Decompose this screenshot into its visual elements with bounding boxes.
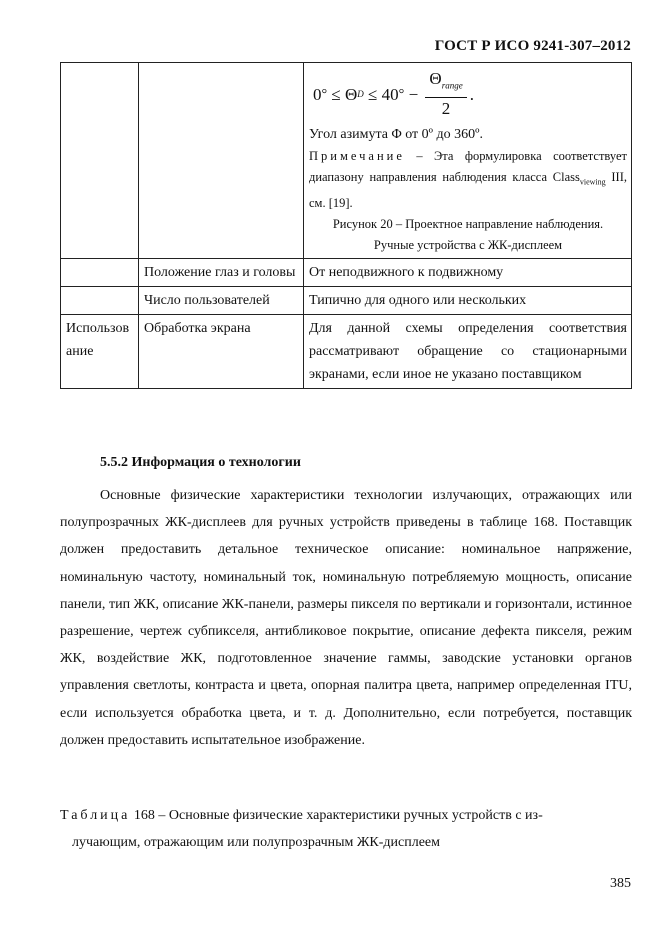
figure-caption-line-1: Рисунок 20 – Проектное направление наблюдения. xyxy=(332,216,604,231)
table-cell-param: Число пользователей xyxy=(139,286,304,314)
specification-table xyxy=(60,62,632,389)
table-cell-param: Обработка экрана xyxy=(139,314,304,388)
fraction-sub-range: range xyxy=(441,80,463,91)
table-caption xyxy=(60,802,632,856)
table-cell-usage-label xyxy=(61,314,139,388)
table-row xyxy=(61,63,632,259)
formula-upper: 40 xyxy=(381,84,399,104)
document-header: ГОСТ Р ИСО 9241-307–2012 xyxy=(434,38,631,54)
azimuth-text: Угол азимута Φ от 0º до 360º. xyxy=(309,127,483,142)
usage-label: Использование xyxy=(66,320,130,359)
viewing-angle-formula xyxy=(309,65,627,123)
formula-fraction xyxy=(425,68,466,119)
table-caption-label: Таблица xyxy=(60,808,131,823)
table-caption-line-1 xyxy=(60,802,632,829)
table-cell-empty xyxy=(61,63,139,259)
table-cell-param: Положение глаз и головы xyxy=(139,258,304,286)
table-cell-value: От неподвижного к подвижному xyxy=(304,258,632,286)
section-title: 5.5.2 Информация о технологии xyxy=(100,455,301,470)
note-label: Примечание xyxy=(309,149,405,163)
fraction-denominator: 2 xyxy=(441,98,451,118)
formula-le: ≤ xyxy=(327,84,346,104)
page-number: 385 xyxy=(610,876,631,891)
formula-lower: 0 xyxy=(313,84,322,104)
table-row xyxy=(61,314,632,388)
table-cell-value: Для данной схемы определения соответствия рассматривают обращение со стационарными экранами, если иное не указано поставщиком xyxy=(304,314,632,388)
formula-le: ≤ xyxy=(363,84,382,104)
formula-period: . xyxy=(469,84,474,104)
table-cell-value: Типично для одного или нескольких xyxy=(304,286,632,314)
note-tail: III, см. [19]. xyxy=(309,170,627,210)
fraction-theta: Θ xyxy=(429,69,442,89)
section-body xyxy=(60,482,632,754)
table-row xyxy=(61,258,632,286)
section-paragraph: Основные физические характеристики технологии излучающих, отражающих или полупрозрачных ЖК-дисплеев для ручных устройств приведены в таблице 168. Поставщик должен предоставить детальное техническое описание: номинальное напряжение, номинальную частоту, номинальный ток, номинальную потребляемую мощность, описание панели, тип ЖК, описание ЖК-панели, размеры пикселя по вертикали и горизонтали, истинное разрешение, чертеж субпикселя, антибликовое покрытие, описание дефекта пикселя, режим ЖК, воздействие ЖК, подготовленное значение гаммы, заводские установки органов управления светлоты, контраста и цвета, опорная палитра цвета, например определенная ITU, если используется обработка цвета, и т. д. Дополнительно, если потребуется, поставщик должен предоставить испытательное изображение. xyxy=(60,488,632,748)
table-cell-empty xyxy=(61,286,139,314)
table-cell-empty xyxy=(61,258,139,286)
formula-degree: ° xyxy=(321,85,328,102)
table-caption-text-1: 168 – Основные физические характеристики ручных устройств с из- xyxy=(130,808,543,823)
table-row xyxy=(61,286,632,314)
figure-caption-line-2: Ручные устройства с ЖК-дисплеем xyxy=(373,237,563,252)
fraction-numerator xyxy=(425,68,466,97)
formula-degree: ° xyxy=(398,85,405,102)
table-caption-line-2: лучающим, отражающим или полупрозрачным ЖК-дисплеем xyxy=(72,835,441,850)
table-cell-empty xyxy=(139,63,304,259)
table-cell-viewing-direction xyxy=(304,63,632,259)
formula-minus: − xyxy=(404,84,423,104)
note-text: – Эта формулировка соответствует диапазону направления наблюдения класса Class xyxy=(309,149,627,184)
formula-theta: Θ xyxy=(345,84,358,104)
formula-sub-d: D xyxy=(357,88,364,99)
note-subscript: viewing xyxy=(579,177,606,187)
note xyxy=(309,146,627,214)
